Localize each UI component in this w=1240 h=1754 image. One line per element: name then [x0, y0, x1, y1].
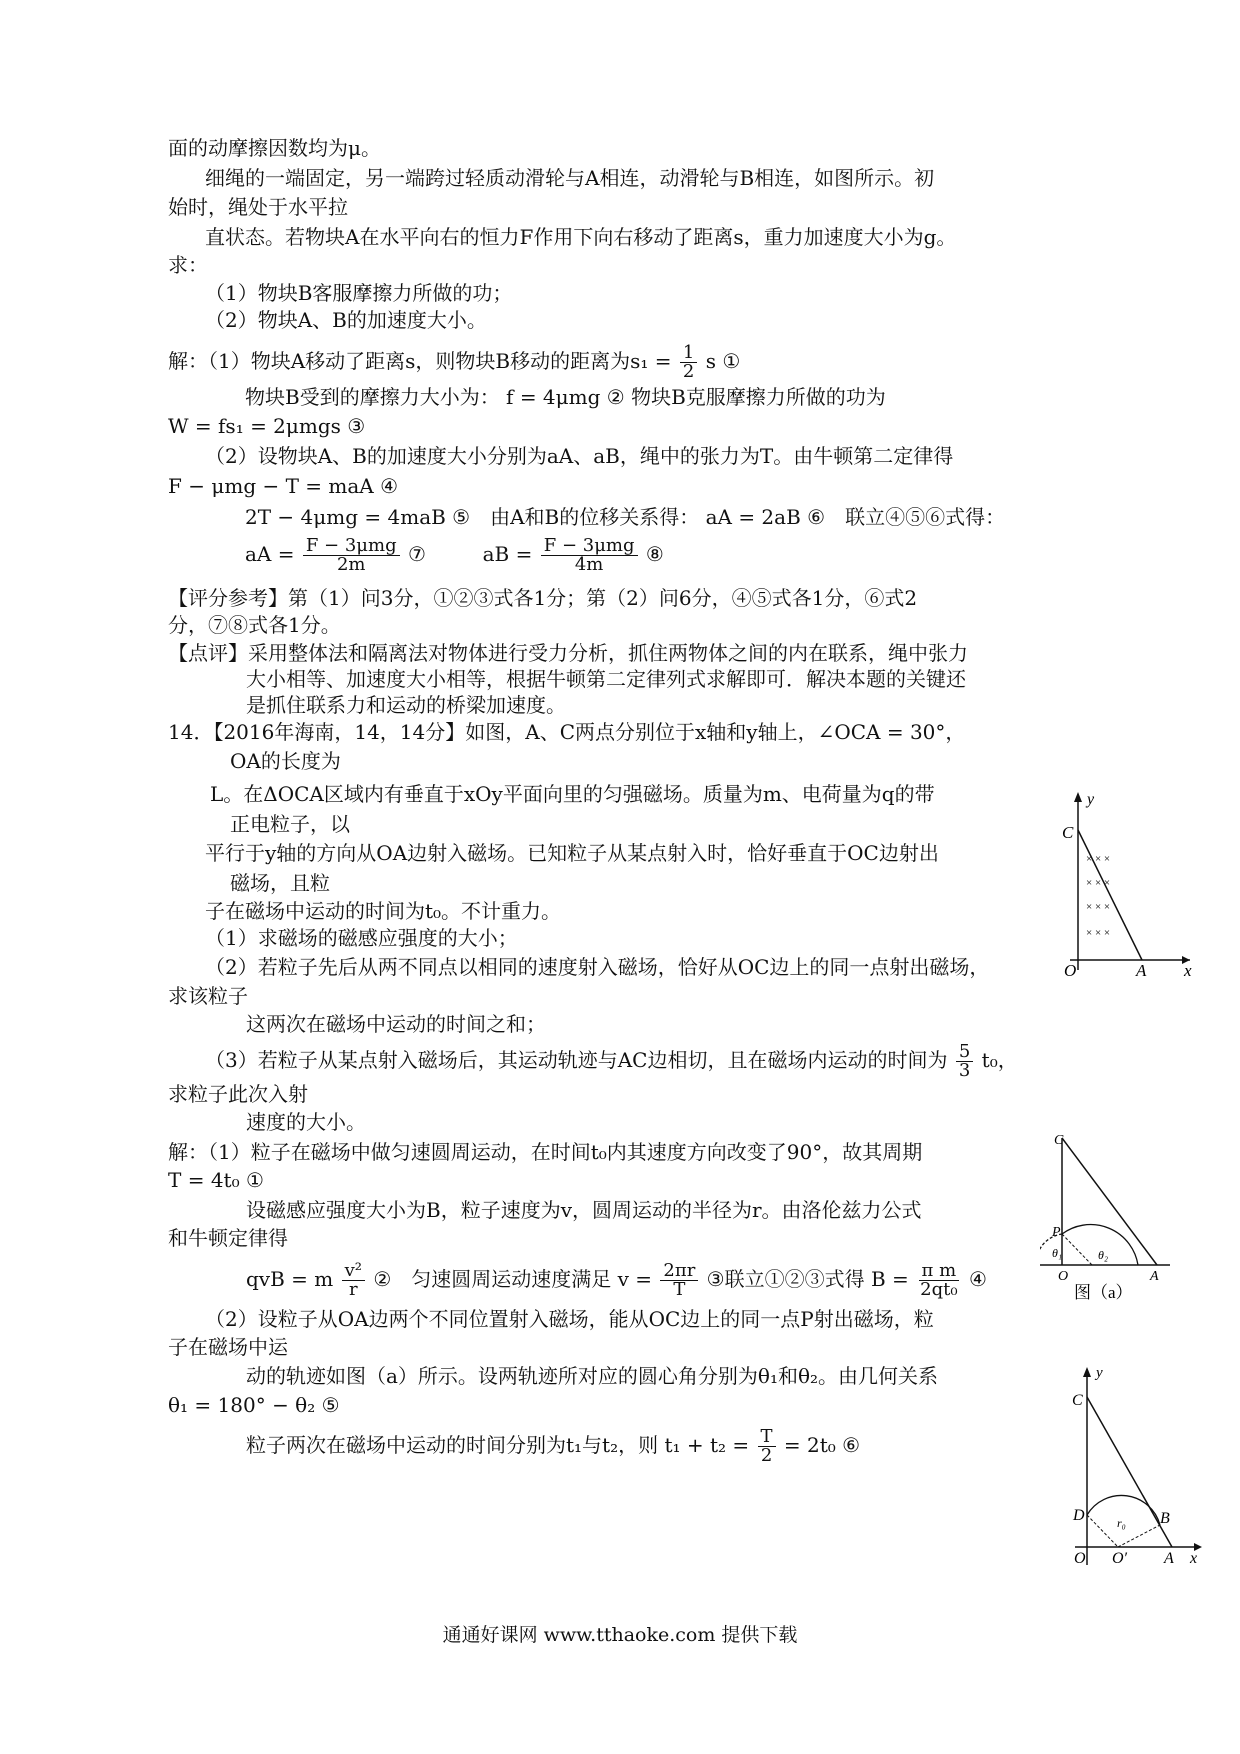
text: s ① [705, 349, 741, 373]
label-x: x [1190, 1550, 1198, 1567]
fraction-denominator: T [673, 1279, 686, 1300]
field-marks-row: × × × [1086, 927, 1111, 939]
fraction-denominator: 2 [682, 361, 695, 382]
label-y: y [1096, 1365, 1103, 1381]
fraction-numerator: 5 [956, 1043, 973, 1062]
field-marks-row: × × × [1086, 853, 1111, 865]
equation-line [245, 537, 664, 574]
fraction-numerator: 2πr [660, 1262, 698, 1281]
fraction [917, 1262, 960, 1299]
text-line: 求： [168, 253, 208, 277]
fraction-numerator: 1 [680, 344, 697, 363]
text: t₀， [981, 1048, 1018, 1072]
text-line: 正电粒子，以 [230, 812, 350, 836]
y-arrow-icon [1074, 792, 1082, 802]
text-line: 和牛顿定律得 [168, 1226, 288, 1250]
text: 粒子两次在磁场中运动的时间分别为t₁与t₂，则 t₁ + t₂ = [246, 1433, 750, 1457]
fraction [758, 1428, 776, 1465]
text-line: 子在磁场中运 [168, 1335, 288, 1359]
text-line: （2）物块A、B的加速度大小。 [205, 308, 487, 332]
equation-line: T = 4t₀ ① [168, 1168, 264, 1192]
equation-line [246, 1262, 987, 1299]
label-theta2: θ₂ [1098, 1248, 1109, 1262]
radius-line [1087, 1515, 1118, 1547]
equation-line [246, 1428, 860, 1465]
label-p: P [1052, 1225, 1061, 1240]
equation-line: W = fs₁ = 2μmgs ③ [168, 414, 366, 438]
triangle-figure [1050, 790, 1200, 985]
text: ④ [968, 1267, 987, 1291]
text: （3）若粒子从某点射入磁场后，其运动轨迹与AC边相切，且在磁场内运动的时间为 [205, 1048, 948, 1072]
label-b: B [1160, 1510, 1170, 1527]
text-line: OA的长度为 [230, 749, 341, 773]
figure-a-caption: 图（a） [1074, 1283, 1133, 1300]
label-y: y [1087, 791, 1095, 808]
text-line: 设磁感应强度大小为B，粒子速度为v，圆周运动的半径为r。由洛伦兹力公式 [246, 1198, 922, 1222]
equation-line: 2T − 4μmg = 4maB ⑤ 由A和B的位移关系得： aA = 2aB ⑥ 联立④⑤⑥式得： [245, 505, 1006, 529]
side-ca [1062, 1138, 1157, 1265]
label-a: A [1136, 961, 1147, 980]
fraction-numerator: v² [342, 1262, 365, 1281]
text: qvB = m [246, 1267, 334, 1291]
text-line: 是抓住联系力和运动的桥梁加速度。 [246, 693, 566, 717]
label-o: O [1064, 961, 1077, 980]
text: ⑧ [645, 542, 664, 566]
problem-heading: 14．【2016年海南，14，14分】如图，A、C两点分别位于x轴和y轴上，∠OCA = 30°， [168, 720, 966, 744]
text-line: 分，⑦⑧式各1分。 [168, 613, 341, 637]
text-line: （1）求磁场的磁感应强度的大小； [205, 926, 518, 950]
text-line: （2）设粒子从OA边两个不同位置射入磁场，能从OC边上的同一点P射出磁场，粒 [205, 1307, 934, 1331]
text-line: 物块B受到的摩擦力大小为： f = 4μmg ② 物块B克服摩擦力所做的功为 [245, 385, 886, 409]
text-line: 这两次在磁场中运动的时间之和； [246, 1012, 546, 1036]
fraction [303, 537, 400, 574]
text: aA = [245, 542, 295, 566]
equation-line: F − μmg − T = maA ④ [168, 474, 399, 498]
figure-b [1040, 1365, 1205, 1575]
text-line: 求该粒子 [168, 984, 248, 1008]
label-theta1: θ₁ [1052, 1246, 1063, 1260]
fraction [680, 344, 697, 381]
text-line: 【点评】采用整体法和隔离法对物体进行受力分析，抓住两物体之间的内在联系，绳中张力 [168, 641, 968, 665]
label-a: A [1164, 1550, 1174, 1567]
figure-a [1040, 1130, 1180, 1305]
label-o: O [1074, 1550, 1086, 1567]
text: = 2t₀ ⑥ [783, 1433, 861, 1457]
label-x: x [1184, 961, 1192, 980]
label-o: O [1058, 1269, 1069, 1284]
field-marks-row: × × × [1086, 877, 1111, 889]
y-arrow-icon [1083, 1367, 1091, 1377]
text-line: 细绳的一端固定，另一端跨过轻质动滑轮与A相连，动滑轮与B相连，如图所示。初 [205, 166, 935, 190]
label-d: D [1073, 1507, 1085, 1524]
fraction-numerator: π m [919, 1262, 960, 1281]
label-c: C [1062, 823, 1074, 842]
text: ⑦ [407, 542, 426, 566]
text-line: 【评分参考】第（1）问3分，①②③式各1分；第（2）问6分，④⑤式各1分，⑥式2 [168, 586, 918, 610]
fraction-denominator: r [349, 1279, 358, 1300]
text: ③联立①②③式得 B = [706, 1267, 909, 1291]
text-line: 直状态。若物块A在水平向右的恒力F作用下向右移动了距离s，重力加速度大小为g。 [205, 225, 957, 249]
text: aB = [482, 542, 533, 566]
page-footer: 通通好课网 www.tthaoke.com 提供下载 [442, 1624, 798, 1646]
text: 解：（1）物块A移动了距离s，则物块B移动的距离为s₁ = [168, 349, 672, 373]
label-c: C [1072, 1392, 1083, 1409]
equation-line: θ₁ = 180° − θ₂ ⑤ [168, 1393, 340, 1417]
radius-line [1062, 1234, 1092, 1265]
fraction-denominator: 2 [760, 1445, 773, 1466]
text-line: 始时，绳处于水平拉 [168, 195, 348, 219]
fraction-denominator: 2qt₀ [920, 1279, 958, 1300]
fraction [342, 1262, 365, 1299]
label-c: C [1054, 1133, 1064, 1148]
text-line: 面的动摩擦因数均为μ。 [168, 136, 381, 160]
text: ② 匀速圆周运动速度满足 v = [373, 1267, 653, 1291]
text-line: 求粒子此次入射 [168, 1082, 308, 1106]
hypotenuse-ca [1078, 830, 1142, 960]
fraction [956, 1043, 973, 1080]
text-line: 速度的大小。 [246, 1110, 366, 1134]
field-marks-row: × × × [1086, 901, 1111, 913]
fraction-denominator: 3 [958, 1060, 971, 1081]
text-line: L。在ΔOCA区域内有垂直于xOy平面向里的匀强磁场。质量为m、电荷量为q的带 [210, 782, 935, 806]
text-line: 磁场，且粒 [230, 871, 330, 895]
solution-line: 解：（1）粒子在磁场中做匀速圆周运动，在时间t₀内其速度方向改变了90°，故其周期 [168, 1140, 923, 1164]
text-line: 动的轨迹如图（a）所示。设两轨迹所对应的圆心角分别为θ₁和θ₂。由几何关系 [246, 1364, 939, 1388]
label-o-prime: O′ [1112, 1550, 1128, 1567]
text-line: （2）若粒子先后从两不同点以相同的速度射入磁场，恰好从OC边上的同一点射出磁场， [205, 955, 990, 979]
fraction-denominator: 4m [574, 554, 604, 575]
fraction-numerator: T [758, 1428, 776, 1447]
fraction-numerator: F − 3μmg [303, 537, 400, 556]
solution-line [168, 344, 740, 381]
text-line [205, 1043, 1018, 1080]
fraction-denominator: 2m [336, 554, 366, 575]
text-line: 子在磁场中运动的时间为t₀。不计重力。 [205, 899, 562, 923]
label-a: A [1150, 1269, 1159, 1284]
fraction [541, 537, 638, 574]
text-line: 大小相等、加速度大小相等，根据牛顿第二定律列式求解即可．解决本题的关键还 [246, 667, 966, 691]
text-line: （1）物块B客服摩擦力所做的功； [205, 281, 513, 305]
text-line: （2）设物块A、B的加速度大小分别为aA、aB，绳中的张力为T。由牛顿第二定律得 [205, 444, 954, 468]
fraction-numerator: F − 3μmg [541, 537, 638, 556]
fraction [660, 1262, 698, 1299]
text-line: 平行于y轴的方向从OA边射入磁场。已知粒子从某点射入时，恰好垂直于OC边射出 [205, 841, 939, 865]
label-r0: r₀ [1117, 1516, 1126, 1530]
